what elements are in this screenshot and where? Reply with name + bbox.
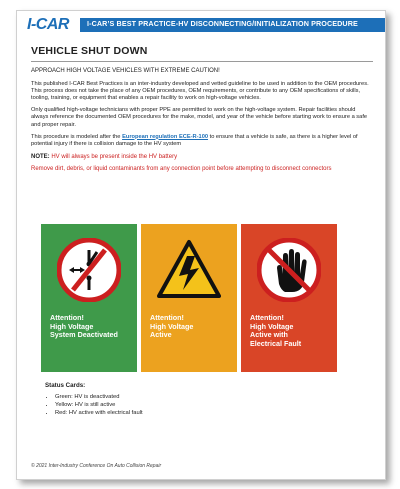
status-cards [41,224,361,372]
caution-text: APPROACH HIGH VOLTAGE VEHICLES WITH EXTREME CAUTION! [31,68,220,74]
card-line-4: Electrical Fault [250,338,302,348]
qualification-paragraph: Only qualified high-voltage technicians with proper PPE are permitted to work on the high-voltage system. Repair facilities should always reference the documented OEM procedures for the make, model, and year of the vehicle before starting work to ensure a safe and proper repair. [31,107,368,128]
card-attention-text: Attention! [250,313,284,322]
regulation-text-after: to ensure that a vehicle is safe, as there is a higher level of potential injury if there is collision damage to the HV system [31,133,358,147]
card-line-3: Active [150,330,172,340]
status-card-legend [45,382,365,417]
status-card-active [141,224,237,372]
document-header [17,11,385,38]
list-item: • Red: HV active with electrical fault [55,409,365,417]
list-item: • Yellow: HV is still active [55,401,365,409]
document-page [16,10,386,480]
card-attention-text: Attention! [150,313,184,322]
card-line-2: High Voltage [250,321,294,331]
intro-paragraph: This published I-CAR Best Practices is an inter-industry developed and vetted guideline to be used in addition to the OEM procedures. This process does not take the place of any OEM procedures, OEM requirements, or contribute to any OEM specifications of skills, tooling, training, or equipment that enables a repair facility to work on high-voltage vehicles. [31,81,369,102]
card-line-2: High Voltage [50,321,94,331]
regulation-link[interactable]: European regulation ECE-R-100 [122,133,209,140]
status-legend-title: Status Cards: [45,382,86,389]
copyright-footer: © 2021 Inter-Industry Conference On Auto Collision Repair [31,463,162,469]
disconnected-switch-icon [57,238,121,302]
page-title: VEHICLE SHUT DOWN [31,45,148,57]
status-card-deactivated [41,224,137,372]
card-label-fault [250,314,334,348]
high-voltage-warning-icon [157,238,221,302]
note-label: NOTE: [31,153,50,160]
card-line-3: System Deactivated [50,330,118,340]
do-not-touch-hand-icon [257,238,321,302]
card-attention-text: Attention! [50,313,84,322]
contaminant-warning: Remove dirt, debris, or liquid contaminants from any connection point before attempting to disconnect connectors [31,165,332,172]
icar-logo: I-CAR [27,16,69,33]
header-title: I-CAR’S BEST PRACTICE-HV DISCONNECTING/INITIALIZATION PROCEDURE [87,19,358,28]
list-item: • Green: HV is deactivated [55,393,365,401]
title-divider [31,61,373,62]
regulation-text-before: This procedure is modeled after the [31,133,123,140]
status-legend-list [45,393,365,417]
card-label-deactivated [50,314,134,340]
card-line-2: High Voltage [150,321,194,331]
note-text: HV will always be present inside the HV battery [49,153,178,160]
status-card-fault [241,224,337,372]
card-line-3: Active with [250,330,288,340]
main-content [31,45,373,173]
card-label-active [150,314,234,340]
note [31,154,373,161]
regulation-paragraph [31,134,373,148]
